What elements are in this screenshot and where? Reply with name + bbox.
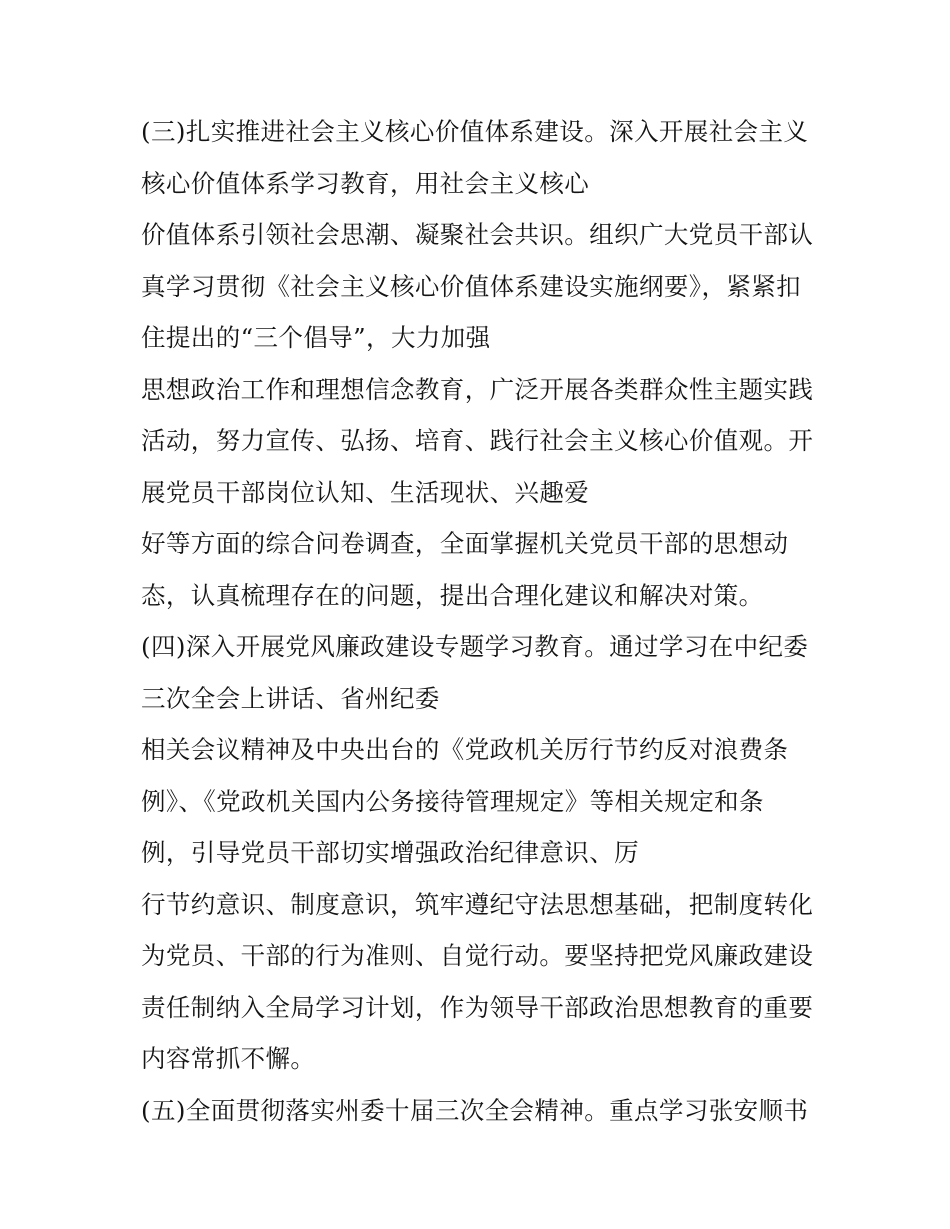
text-line: (三)扎实推进社会主义核心价值体系建设。深入开展社会主义 bbox=[141, 117, 809, 146]
text-line: 核心价值体系学习教育，用社会主义核心 bbox=[141, 168, 590, 198]
text-line: (四)深入开展党风廉政建设专题学习教育。通过学习在中纪委 bbox=[141, 632, 809, 661]
text-line: 相关会议精神及中央出台的《党政机关厉行节约反对浪费条 bbox=[141, 735, 789, 764]
text-line: 好等方面的综合问卷调查，全面掌握机关党员干部的思想动 bbox=[141, 529, 789, 558]
text-line: 为党员、干部的行为准则、自觉行动。要坚持把党风廉政建设 bbox=[141, 941, 814, 970]
text-line: 思想政治工作和理想信念教育，广泛开展各类群众性主题实践 bbox=[141, 374, 814, 404]
text-line: 价值体系引领社会思潮、凝聚社会共识。组织广大党员干部认 bbox=[141, 220, 814, 249]
text-line: 行节约意识、制度意识，筑牢遵纪守法思想基础，把制度转化 bbox=[141, 889, 814, 919]
text-line: 展党员干部岗位认知、生活现状、兴趣爱 bbox=[141, 477, 590, 507]
text-line: 责任制纳入全局学习计划，作为领导干部政治思想教育的重要 bbox=[141, 992, 814, 1022]
text-line: 内容常抓不懈。 bbox=[141, 1044, 316, 1073]
text-line: 活动，努力宣传、弘扬、培育、践行社会主义核心价值观。开 bbox=[141, 426, 814, 455]
text-line: 三次全会上讲话、省州纪委 bbox=[141, 683, 440, 713]
text-line: 例，引导党员干部切实增强政治纪律意识、厉 bbox=[141, 838, 639, 867]
text-line: 真学习贯彻《社会主义核心价值体系建设实施纲要》，紧紧扣 bbox=[141, 271, 802, 301]
text-line: 例》、《党政机关国内公务接待管理规定》等相关规定和条 bbox=[141, 786, 764, 816]
text-line: 住提出的“三个倡导”，大力加强 bbox=[141, 323, 491, 352]
document-body bbox=[141, 106, 821, 1136]
text-line: 态，认真梳理存在的问题，提出合理化建议和解决对策。 bbox=[141, 580, 764, 610]
text-line: (五)全面贯彻落实州委十届三次全会精神。重点学习张安顺书 bbox=[141, 1095, 809, 1125]
